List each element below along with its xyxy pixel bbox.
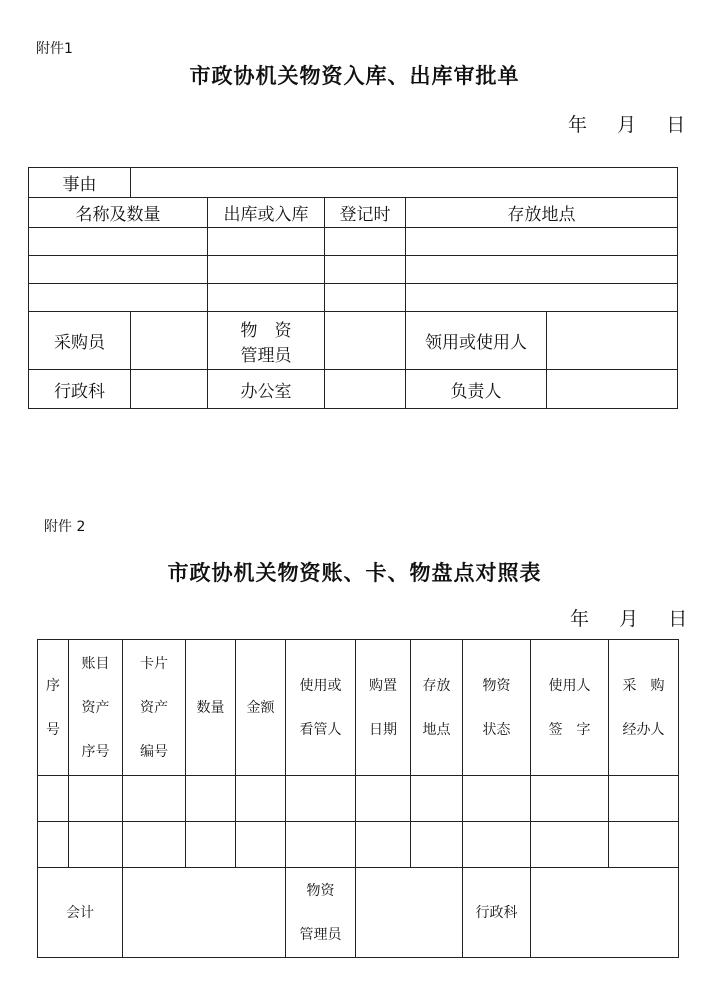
day-label: 日	[666, 114, 686, 136]
table-cell[interactable]	[463, 822, 531, 868]
table-cell[interactable]	[406, 256, 678, 284]
table-cell[interactable]	[186, 822, 236, 868]
table-cell[interactable]	[69, 822, 123, 868]
table-cell[interactable]	[531, 822, 609, 868]
form2-title: 市政协机关物资账、卡、物盘点对照表	[167, 561, 542, 585]
table-cell[interactable]	[123, 776, 186, 822]
office-label: 办公室	[208, 370, 325, 409]
table-cell[interactable]	[609, 822, 679, 868]
manager-sign-cell[interactable]	[325, 312, 406, 370]
table-cell[interactable]	[286, 822, 356, 868]
reason-cell[interactable]	[131, 168, 678, 198]
table-cell[interactable]	[29, 228, 208, 256]
table-cell[interactable]	[29, 256, 208, 284]
table-cell[interactable]	[406, 284, 678, 312]
reason-label: 事由	[29, 168, 131, 198]
material-manager-label: 物 资 管理员	[208, 312, 325, 370]
recipient-sign-cell[interactable]	[547, 312, 678, 370]
table-cell[interactable]	[325, 256, 406, 284]
signature-row-1	[29, 312, 678, 370]
table-row	[38, 822, 679, 868]
annex-label-1: 附件1	[36, 41, 73, 57]
header-material-status: 物资 状态	[463, 640, 531, 776]
table-cell[interactable]	[208, 284, 325, 312]
table-cell[interactable]	[325, 284, 406, 312]
header-purchasing-agent: 采 购 经办人	[609, 640, 679, 776]
table-cell[interactable]	[236, 776, 286, 822]
accounting-sign-cell[interactable]	[123, 868, 286, 958]
accounting-label: 会计	[38, 868, 123, 958]
signature-row-2	[29, 370, 678, 409]
table-cell[interactable]	[286, 776, 356, 822]
month-label: 月	[617, 114, 637, 136]
table-cell[interactable]	[38, 822, 69, 868]
manager-sign-cell[interactable]	[356, 868, 463, 958]
table-cell[interactable]	[325, 228, 406, 256]
material-manager-label: 物资 管理员	[286, 868, 356, 958]
signature-row	[38, 868, 679, 958]
header-row	[38, 640, 679, 776]
header-in-out: 出库或入库	[208, 198, 325, 228]
form1-date	[568, 110, 685, 137]
table-row	[29, 228, 678, 256]
table-cell[interactable]	[463, 776, 531, 822]
table-cell[interactable]	[406, 228, 678, 256]
admin-section-label: 行政科	[29, 370, 131, 409]
header-quantity: 数量	[186, 640, 236, 776]
purchaser-sign-cell[interactable]	[131, 312, 208, 370]
responsible-sign-cell[interactable]	[547, 370, 678, 409]
table-cell[interactable]	[609, 776, 679, 822]
month-label: 月	[619, 608, 639, 630]
table-cell[interactable]	[208, 256, 325, 284]
table-cell[interactable]	[208, 228, 325, 256]
table-cell[interactable]	[236, 822, 286, 868]
header-user-signature: 使用人 签 字	[531, 640, 609, 776]
table-cell[interactable]	[69, 776, 123, 822]
admin-sign-cell[interactable]	[131, 370, 208, 409]
table-cell[interactable]	[356, 776, 411, 822]
table-cell[interactable]	[29, 284, 208, 312]
table-cell[interactable]	[38, 776, 69, 822]
purchaser-label: 采购员	[29, 312, 131, 370]
table-cell[interactable]	[411, 776, 463, 822]
table-row	[29, 284, 678, 312]
table-cell[interactable]	[186, 776, 236, 822]
header-user-keeper: 使用或 看管人	[286, 640, 356, 776]
table-cell[interactable]	[356, 822, 411, 868]
recipient-label: 领用或使用人	[406, 312, 547, 370]
header-purchase-date: 购置 日期	[356, 640, 411, 776]
header-location: 存放 地点	[411, 640, 463, 776]
table-cell[interactable]	[123, 822, 186, 868]
header-account-asset-no: 账目 资产 序号	[69, 640, 123, 776]
day-label: 日	[668, 608, 688, 630]
table-cell[interactable]	[411, 822, 463, 868]
header-row	[29, 198, 678, 228]
year-label: 年	[568, 114, 588, 136]
reason-row	[29, 168, 678, 198]
admin-section-label: 行政科	[463, 868, 531, 958]
header-location: 存放地点	[406, 198, 678, 228]
header-registered: 登记时	[325, 198, 406, 228]
form2-date	[570, 604, 687, 631]
office-sign-cell[interactable]	[325, 370, 406, 409]
header-name-qty: 名称及数量	[29, 198, 208, 228]
form1-title: 市政协机关物资入库、出库审批单	[189, 64, 520, 88]
admin-sign-cell[interactable]	[531, 868, 679, 958]
table-cell[interactable]	[531, 776, 609, 822]
form2-table	[37, 639, 679, 958]
form1-table	[28, 167, 678, 409]
annex-label-2: 附件 2	[44, 519, 86, 535]
year-label: 年	[570, 608, 590, 630]
responsible-label: 负责人	[406, 370, 547, 409]
header-card-asset-no: 卡片 资产 编号	[123, 640, 186, 776]
table-row	[38, 776, 679, 822]
header-amount: 金额	[236, 640, 286, 776]
header-serial-no: 序 号	[38, 640, 69, 776]
table-row	[29, 256, 678, 284]
